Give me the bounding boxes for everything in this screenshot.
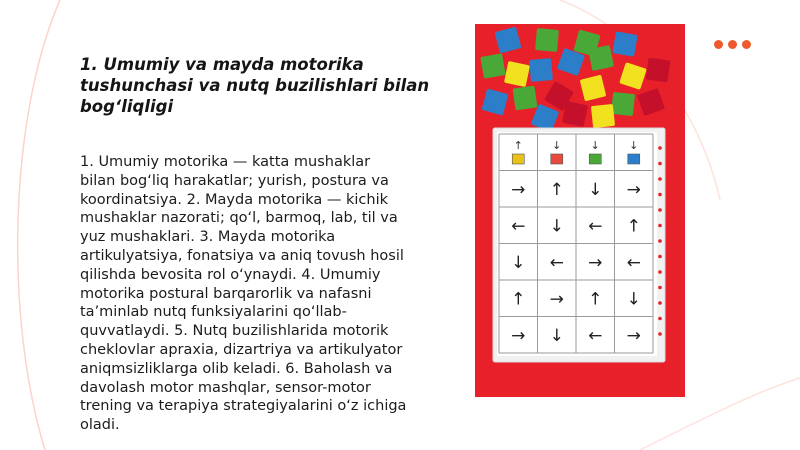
deco-curve-left — [18, 0, 60, 450]
dot-icon — [728, 40, 737, 49]
arrow-glyph: ← — [588, 216, 603, 237]
arrow-glyph: ↑ — [588, 289, 603, 310]
ellipsis-dots-icon[interactable] — [714, 40, 751, 49]
arrow-glyph: ↓ — [590, 139, 600, 152]
binder-hole — [658, 239, 662, 243]
color-tile — [588, 45, 614, 71]
color-square — [589, 154, 601, 164]
arrow-glyph: ↑ — [626, 216, 641, 237]
color-tile — [480, 53, 505, 78]
color-tile — [504, 61, 530, 87]
color-tile — [529, 58, 553, 82]
arrow-glyph: ↓ — [511, 252, 526, 273]
arrow-glyph: ↓ — [588, 179, 603, 200]
dot-icon — [714, 40, 723, 49]
binder-hole — [658, 146, 662, 150]
arrow-glyph: ↓ — [549, 325, 564, 346]
binder-hole — [658, 162, 662, 166]
arrow-glyph: ← — [511, 216, 526, 237]
dot-icon — [742, 40, 751, 49]
arrow-glyph: ← — [588, 325, 603, 346]
arrow-glyph: ↓ — [629, 139, 639, 152]
color-tile — [562, 101, 588, 127]
binder-hole — [658, 301, 662, 305]
arrow-glyph: ↑ — [549, 179, 564, 200]
arrow-glyph: ↓ — [549, 216, 564, 237]
arrow-glyph: ← — [549, 252, 564, 273]
slide-body-text: 1. Umumiy motorika — katta mushaklar bilan bog‘liq harakatlar; yurish, postura va koordinatsiya. 2. Mayda motorika — kichik mushaklar nazorati; qo‘l, barmoq, lab, til va yuz mushaklari. 3. Mayda motorika artikulyatsiya, fonatsiya va aniq tovush hosil qilishda bevosita rol o‘ynaydi. 4. Umumiy motorika postural barqarorlik va nafasni ta’minlab nutq funksiyalarini qo‘llab-quvvatlaydi. 5. Nutq buzilishlarida motorik cheklovlar apraxia, dizartriya va artikulyator aniqmsizliklarga olib keladi. 6. Baholash va davolash motor mashqlar, sensor-motor trening va terapiya strategiyalarini o‘z ichiga oladi. — [80, 154, 407, 434]
arrow-glyph: ← — [626, 252, 641, 273]
color-tile — [612, 31, 637, 56]
arrow-glyph: → — [511, 179, 526, 200]
arrow-glyph: → — [588, 252, 603, 273]
binder-hole — [658, 317, 662, 321]
color-square — [628, 154, 640, 164]
color-square — [512, 154, 524, 164]
binder-hole — [658, 332, 662, 336]
arrow-glyph: → — [626, 325, 641, 346]
binder-hole — [658, 255, 662, 259]
arrow-glyph: ↓ — [552, 139, 562, 152]
color-tile — [611, 92, 635, 116]
motor-exercise-photo — [475, 24, 685, 397]
slide-title: 1. Umumiy va mayda motorika tushunchasi va nutq buzilishlari bilan bog‘liqligi — [80, 55, 430, 116]
arrow-glyph: → — [511, 325, 526, 346]
color-tile — [513, 86, 538, 111]
binder-hole — [658, 177, 662, 181]
binder-hole — [658, 224, 662, 228]
arrow-glyph: ↑ — [511, 289, 526, 310]
arrow-glyph: → — [626, 179, 641, 200]
binder-hole — [658, 208, 662, 212]
color-tile — [591, 104, 615, 128]
arrow-glyph: ↑ — [513, 139, 523, 152]
color-tile — [535, 28, 559, 52]
color-tile — [646, 58, 671, 83]
arrow-glyph: → — [549, 289, 564, 310]
binder-hole — [658, 286, 662, 290]
binder-hole — [658, 193, 662, 197]
binder-hole — [658, 270, 662, 274]
arrow-glyph: ↓ — [626, 289, 641, 310]
color-square — [551, 154, 563, 164]
